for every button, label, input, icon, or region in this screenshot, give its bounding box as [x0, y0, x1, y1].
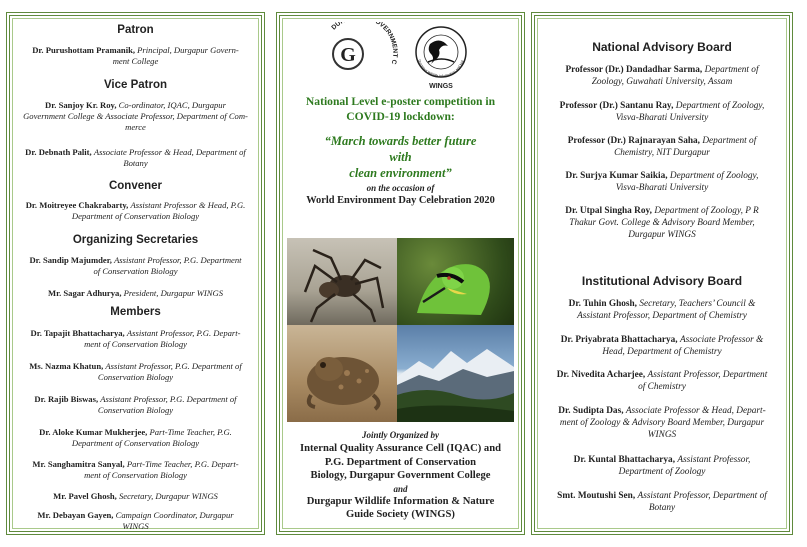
and-text: and — [393, 483, 408, 494]
secretary-role-1b: of Conservation Biology — [93, 266, 178, 276]
vice-entry-1 — [20, 100, 251, 133]
secretary-role-2: President, Durgapur WINGS — [123, 288, 224, 298]
member-entry-2 — [20, 361, 251, 383]
secretary-entry-1 — [20, 255, 251, 277]
vice-role-2b: Botany — [123, 158, 148, 168]
jointly-text: Jointly Organized by — [361, 430, 439, 440]
middle-panel — [276, 12, 525, 535]
organizer-line-5: Guide Society (WINGS) — [346, 509, 455, 520]
college-logo-text: DU OVERNMENT C — [330, 22, 398, 65]
institutional-entry-5 — [545, 454, 779, 478]
advisor-role: Assistant Professor, — [677, 455, 751, 465]
advisor-name: Smt. Moutushi Sen, — [557, 491, 636, 501]
convener-entry — [20, 200, 251, 222]
patron-section — [20, 24, 251, 36]
advisor-role-cont: of Chemistry — [638, 382, 686, 392]
advisor-name: Dr. Tuhin Ghosh, — [568, 299, 638, 309]
member-role: Part-Time Teacher, P.G. Depart- — [126, 459, 239, 469]
slogan-line-2: with — [389, 150, 412, 164]
slogan-line-3: clean environment” — [349, 166, 452, 180]
organizer-line-4: Durgapur Wildlife Information & Nature — [306, 495, 495, 507]
advisor-role-cont: Thakur Govt. College & Advisory Board Member, — [569, 218, 755, 228]
title-line-1: National Level e-poster competition in — [305, 95, 496, 108]
member-role: Secretary, Durgapur WINGS — [118, 491, 218, 501]
vice-role-1b: Government College & Associate Professor, Department of Com- — [23, 111, 248, 121]
convener-heading: Convener — [108, 180, 163, 192]
left-panel — [6, 12, 265, 535]
advisor-role-cont: Visva-Bharati University — [615, 183, 709, 193]
institutional-entry-2 — [545, 334, 779, 358]
vice-role-2: Associate Professor & Head, Department of — [93, 147, 246, 157]
advisor-role-cont: Botany — [648, 503, 676, 513]
institutional-entry-4 — [545, 405, 779, 441]
spider-photo — [287, 238, 397, 325]
occasion-block — [284, 183, 517, 206]
member-role: Campaign Coordinator, Durgapur — [115, 510, 234, 520]
secretary-entry-2 — [20, 288, 251, 299]
institutional-entry-6 — [545, 490, 779, 514]
member-entry-6 — [20, 491, 251, 502]
national-entry-2 — [545, 100, 779, 124]
advisor-name: Dr. Priyabrata Bhattacharya, — [560, 335, 678, 345]
advisor-role-cont: Zoology, Guwahati University, Assam — [591, 77, 733, 87]
organizer-line-2: P.G. Department of Conservation — [324, 456, 477, 468]
patron-role-cont: ment College — [112, 56, 159, 66]
competition-title — [284, 94, 517, 124]
member-role-cont: ment of Conservation Biology — [84, 470, 187, 480]
college-logo — [320, 22, 398, 92]
convener-role-b: Department of Conservation Biology — [71, 211, 200, 221]
national-entry-1 — [545, 64, 779, 88]
member-entry-3 — [20, 394, 251, 416]
advisor-role: Assistant Professor, Department of — [637, 491, 767, 501]
advisor-name: Dr. Nivedita Acharjee, — [556, 370, 646, 380]
wings-logo-label: WINGS — [429, 83, 453, 90]
toad-photo — [287, 325, 397, 422]
slogan — [284, 133, 517, 181]
wings-logo-ring-text: Durgapur Wildlife Information and Nat — [417, 58, 465, 79]
advisor-role-cont: Head, Department of Chemistry — [602, 347, 722, 357]
national-board-section — [545, 40, 779, 54]
bird-photo — [397, 238, 514, 325]
members-heading: Members — [110, 306, 161, 318]
svg-text:G: G — [340, 44, 356, 66]
occasion-text: on the occasion of — [366, 183, 435, 193]
member-name: Dr. Rajib Biswas, — [34, 394, 99, 404]
member-name: Mr. Pavel Ghosh, — [53, 491, 117, 501]
secretary-role-1: Assistant Professor, P.G. Department — [114, 255, 242, 265]
vice-name-1: Dr. Sanjoy Kr. Roy, — [45, 100, 117, 110]
organizer-line-3: Biology, Durgapur Government College — [310, 470, 491, 481]
slogan-line-1: “March towards better future — [324, 134, 477, 148]
member-name: Dr. Tapajit Bhattacharya, — [30, 328, 125, 338]
vice-patron-section — [20, 79, 251, 91]
member-role-cont: ment of Conservation Biology — [84, 339, 187, 349]
member-entry-5 — [20, 459, 251, 481]
advisor-role: Department of — [702, 136, 757, 146]
member-name: Ms. Nazma Khatun, — [29, 361, 104, 371]
vice-name-2: Dr. Debnath Palit, — [25, 147, 92, 157]
advisor-name: Dr. Kuntal Bhattacharya, — [573, 455, 676, 465]
secretaries-section — [20, 234, 251, 246]
advisor-role: Department of Zoology, — [675, 101, 765, 111]
vice-role-1: Co-ordinator, IQAC, Durgapur — [118, 100, 226, 110]
member-name: Mr. Debayan Gayen, — [37, 510, 114, 520]
members-section — [20, 306, 251, 318]
mountain-photo — [397, 325, 514, 422]
vice-entry-2 — [20, 147, 251, 169]
national-entry-5 — [545, 205, 779, 241]
member-role: Part-Time Teacher, P.G. — [149, 427, 232, 437]
title-line-2: COVID-19 lockdown: — [346, 110, 455, 123]
member-role: Assistant Professor, P.G. Department of — [105, 361, 242, 371]
secretaries-heading: Organizing Secretaries — [72, 234, 199, 246]
advisor-role-cont2: Durgapur WINGS — [628, 230, 696, 240]
wings-logo — [408, 22, 478, 92]
member-role-cont: Department of Conservation Biology — [71, 438, 200, 448]
advisor-name: Dr. Utpal Singha Roy, — [565, 206, 652, 216]
advisor-role-cont: Chemistry, NIT Durgapur — [614, 148, 710, 158]
advisor-name: Professor (Dr.) Rajnarayan Saha, — [567, 136, 700, 146]
advisor-role: Associate Professor & — [679, 335, 764, 345]
advisor-role: Department of Zoology, P R — [654, 206, 759, 216]
member-role: Assistant Professor, P.G. Depart- — [126, 328, 241, 338]
member-entry-7 — [20, 510, 251, 532]
member-role-cont: Conservation Biology — [97, 405, 174, 415]
national-board-heading: National Advisory Board — [592, 40, 732, 54]
advisor-role-cont: ment of Zoology & Advisory Board Member, Durgapur — [559, 418, 765, 428]
advisor-name: Dr. Sudipta Das, — [558, 406, 624, 416]
member-role-cont: WINGS — [122, 521, 149, 531]
member-name: Mr. Sanghamitra Sanyal, — [32, 459, 125, 469]
member-entry-4 — [20, 427, 251, 449]
institutional-board-section — [545, 274, 779, 288]
secretary-name-1: Dr. Sandip Majumder, — [29, 255, 112, 265]
advisor-name: Professor (Dr.) Dandadhar Sarma, — [565, 65, 703, 75]
patron-entry — [20, 45, 251, 67]
convener-name: Dr. Moitreyee Chakrabarty, — [25, 200, 129, 210]
convener-section — [20, 180, 251, 192]
patron-heading: Patron — [117, 24, 154, 36]
advisor-role: Associate Professor & Head, Depart- — [625, 406, 766, 416]
patron-role: Principal, Durgapur Govern- — [137, 45, 239, 55]
advisor-role: Secretary, Teachers’ Council & — [639, 299, 756, 309]
advisor-role: Assistant Professor, Department — [647, 370, 768, 380]
advisor-role-cont: Department of Zoology — [618, 467, 706, 477]
advisor-name: Dr. Surjya Kumar Saikia, — [565, 171, 668, 181]
member-entry-1 — [20, 328, 251, 350]
advisor-name: Professor (Dr.) Santanu Ray, — [559, 101, 674, 111]
convener-role: Assistant Professor & Head, P.G. — [130, 200, 246, 210]
advisor-role: Department of Zoology, — [669, 171, 759, 181]
national-entry-4 — [545, 170, 779, 194]
organizer-line-1: Internal Quality Assurance Cell (IQAC) and — [300, 443, 501, 454]
advisor-role-cont: Assistant Professor, Department of Chemistry — [577, 311, 747, 321]
vice-patron-heading: Vice Patron — [103, 79, 168, 91]
member-role-cont: Conservation Biology — [97, 372, 174, 382]
member-name: Dr. Aloke Kumar Mukherjee, — [39, 427, 148, 437]
advisor-role-cont2: WINGS — [647, 430, 677, 440]
institutional-entry-1 — [545, 298, 779, 322]
right-panel — [531, 12, 793, 535]
member-role: Assistant Professor, P.G. Department of — [100, 394, 237, 404]
institutional-board-heading: Institutional Advisory Board — [581, 274, 743, 288]
advisor-role: Department of — [704, 65, 759, 75]
advisor-role-cont: Visva-Bharati University — [615, 113, 709, 123]
event-title: World Environment Day Celebration 2020 — [306, 195, 495, 206]
patron-name: Dr. Purushottam Pramanik, — [32, 45, 136, 55]
institutional-entry-3 — [545, 369, 779, 393]
national-entry-3 — [545, 135, 779, 159]
vice-role-1c: merce — [125, 122, 146, 132]
organizers — [284, 430, 517, 522]
secretary-name-2: Mr. Sagar Adhurya, — [47, 288, 122, 298]
